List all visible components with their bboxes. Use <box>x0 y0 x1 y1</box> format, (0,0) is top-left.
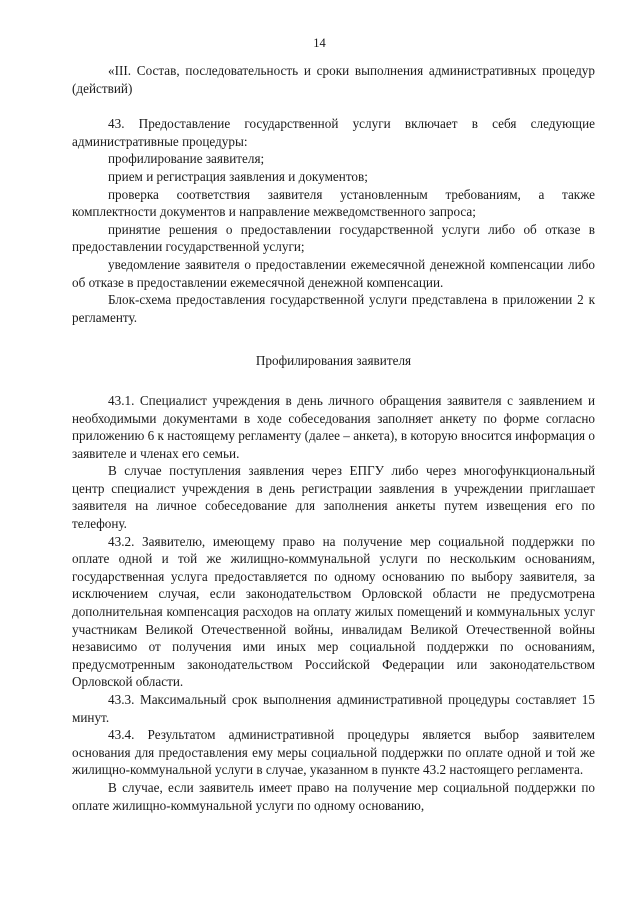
paragraph-43-3: 43.3. Максимальный срок выполнения административной процедуры составляет 15 минут. <box>72 692 595 725</box>
procedure-item: принятие решения о предоставлении государственной услуги либо об отказе в предоставлении государственной услуги; <box>72 221 595 255</box>
paragraph-43-4: 43.4. Результатом административной процедуры является выбор заявителем основания для предоставления ему меры социальной поддержки по оплате одной и той же жилищно-коммунальной услуги в случае, указанном в пункте 43.2 настоящего регламента. <box>72 727 595 778</box>
paragraph-43-1: 43.1. Специалист учреждения в день личного обращения заявителя с заявлением и необходимыми документами в ходе собеседования заполняет анкету по форме согласно приложению 6 к настоящему регламенту (далее – анкета), в которую вносится информация о заявителе и членах его семьи. <box>72 392 595 461</box>
page-number: 14 <box>313 36 326 50</box>
section-title: «III. Состав, последовательность и сроки выполнения административных процедур (действий) <box>72 63 595 96</box>
procedure-item: проверка соответствия заявителя установленным требованиям, а также комплектности документов и направление межведомственного запроса; <box>72 186 595 220</box>
paragraph-43-1-epgu: В случае поступления заявления через ЕПГУ либо через многофункциональный центр специалист учреждения в день регистрации заявления в учреждении приглашает заявителя на личное собеседование для заполнения анкеты путем извещения его по телефону. <box>72 463 595 532</box>
procedure-item: прием и регистрация заявления и документов; <box>108 168 368 184</box>
procedure-item: профилирование заявителя; <box>108 151 265 167</box>
paragraph-43-4-continued: В случае, если заявитель имеет право на получение мер социальной поддержки по оплате жилищно-коммунальной услуги по одному основанию, <box>72 779 595 813</box>
page-content <box>72 62 595 814</box>
paragraph-43-2: 43.2. Заявителю, имеющему право на получение мер социальной поддержки по оплате одной и той же жилищно-коммунальной услуги по нескольким основаниям, государственная услуга предоставляется по одному основанию по выбору заявителя, за исключением случая, если законодательством Орловской области не предусмотрена дополнительная компенсация расходов на оплату жилых помещений и коммунальных услуг участникам Великой Отечественной войны, инвалидам Великой Отечественной войны независимо от получения ими иных мер социальной поддержки по основаниям, предусмотренным законодательством Российской Федерации или законодательством Орловской области. <box>72 533 595 690</box>
procedure-item: уведомление заявителя о предоставлении ежемесячной денежной компенсации либо об отказе в предоставлении ежемесячной денежной компенсации. <box>72 256 595 290</box>
paragraph-43: 43. Предоставление государственной услуги включает в себя следующие административные процедуры: <box>72 116 595 149</box>
block-scheme-note: Блок-схема предоставления государственной услуги представлена в приложении 2 к регламенту. <box>72 292 595 325</box>
subheading: Профилирования заявителя <box>255 353 412 369</box>
